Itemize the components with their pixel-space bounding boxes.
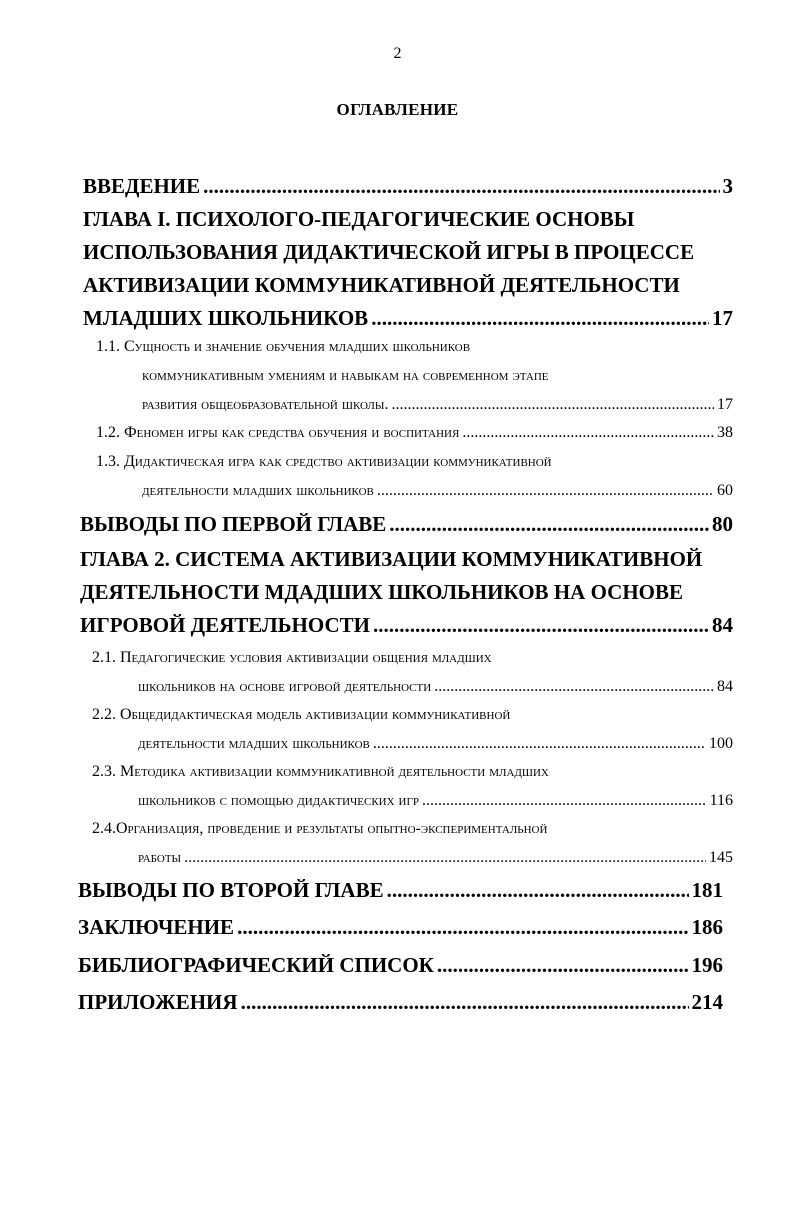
dot-leader: [422, 786, 707, 815]
toc-title: ОГЛАВЛЕНИЕ: [336, 100, 459, 119]
toc-entry-title: 2.2. Общедидактическая модель активизации коммуникативной: [92, 706, 511, 723]
toc-page-number: 116: [709, 792, 733, 809]
toc-page-number: 60: [717, 482, 733, 499]
dot-leader: [389, 508, 709, 541]
dot-leader: [371, 302, 709, 335]
toc-entry-section-2-2[interactable]: [92, 700, 733, 758]
toc-entry-chapter-2[interactable]: [80, 543, 733, 642]
toc-page-number: 84: [712, 613, 733, 637]
page-number: 2: [393, 45, 402, 62]
toc-entry-section-2-3[interactable]: [92, 757, 733, 815]
toc-entry-title: ДЕЯТЕЛЬНОСТИ МДАДШИХ ШКОЛЬНИКОВ НА ОСНОВЕ: [80, 580, 684, 604]
toc-page-number: 3: [722, 174, 733, 198]
dot-leader: [203, 170, 719, 203]
dot-leader: [462, 418, 714, 447]
toc-page-number: 214: [691, 990, 723, 1014]
toc-entry-title: деятельности младших школьников: [138, 735, 370, 752]
toc-entry-title: ЗАКЛЮЧЕНИЕ: [78, 915, 235, 939]
toc-entry-intro[interactable]: [83, 170, 733, 203]
dot-leader: [437, 949, 689, 982]
toc-entry-conclusions-2[interactable]: [78, 874, 723, 907]
toc-page-number: 196: [691, 953, 723, 977]
toc-entry-title: АКТИВИЗАЦИИ КОММУНИКАТИВНОЙ ДЕЯТЕЛЬНОСТИ: [83, 273, 680, 297]
toc-entry-title: развития общеобразовательной школы.: [142, 396, 389, 413]
toc-entry-title: работы: [138, 849, 182, 866]
dot-leader: [237, 911, 688, 944]
toc-page-number: 100: [709, 735, 733, 752]
toc-entry-title: 2.1. Педагогические условия активизации общения младших: [92, 649, 492, 666]
toc-entry-conclusion[interactable]: [78, 911, 723, 944]
toc-entry-title: 2.4.Организация, проведение и результаты опытно-экспериментальной: [92, 820, 548, 837]
toc-entry-title: 1.3. Дидактическая игра как средство активизации коммуникативной: [96, 453, 552, 470]
toc-page-number: 84: [717, 678, 733, 695]
toc-entry-section-2-4[interactable]: [92, 814, 733, 872]
dot-leader: [377, 476, 714, 505]
toc-entry-chapter-1[interactable]: [83, 203, 733, 335]
toc-entry-title: школьников на основе игровой деятельности: [138, 678, 432, 695]
toc-entry-title: 1.2. Феномен игры как средства обучения и воспитания: [96, 424, 460, 441]
dot-leader: [184, 843, 706, 872]
toc-entry-section-1-2[interactable]: [96, 418, 733, 447]
toc-entry-title: 2.3. Методика активизации коммуникативной деятельности младших: [92, 763, 549, 780]
toc-entry-title: ВВЕДЕНИЕ: [83, 174, 201, 198]
toc-entry-appendices[interactable]: [78, 986, 723, 1019]
toc-entry-title: деятельности младших школьников: [142, 482, 374, 499]
toc-entry-section-1-1[interactable]: [96, 332, 733, 419]
dot-leader: [241, 986, 689, 1019]
toc-entry-bibliography[interactable]: [78, 949, 723, 982]
dot-leader: [373, 609, 709, 642]
toc-page-number: 186: [691, 915, 723, 939]
toc-entry-title: ВЫВОДЫ ПО ПЕРВОЙ ГЛАВЕ: [80, 512, 387, 536]
toc-entry-title: БИБЛИОГРАФИЧЕСКИЙ СПИСОК: [78, 953, 434, 977]
toc-page-number: 145: [709, 849, 733, 866]
toc-entry-conclusions-1[interactable]: [80, 508, 733, 541]
toc-entry-title: школьников с помощью дидактических игр: [138, 792, 419, 809]
dot-leader: [434, 672, 714, 701]
dot-leader: [391, 390, 714, 419]
toc-entry-title: ВЫВОДЫ ПО ВТОРОЙ ГЛАВЕ: [78, 878, 384, 902]
toc-entry-title: ИГРОВОЙ ДЕЯТЕЛЬНОСТИ: [80, 613, 370, 637]
toc-entry-title: коммуникативным умениям и навыкам на современном этапе: [142, 367, 549, 384]
toc-page-number: 181: [691, 878, 723, 902]
dot-leader: [387, 874, 689, 907]
dot-leader: [373, 729, 706, 758]
toc-entry-title: ПРИЛОЖЕНИЯ: [78, 990, 238, 1014]
toc-entry-title: 1.1. Сущность и значение обучения младших школьников: [96, 338, 471, 355]
toc-entry-title: ГЛАВА 2. СИСТЕМА АКТИВИЗАЦИИ КОММУНИКАТИВНОЙ: [80, 547, 703, 571]
toc-page-number: 17: [712, 306, 733, 330]
toc-entry-title: МЛАДШИХ ШКОЛЬНИКОВ: [83, 306, 369, 330]
toc-entry-title: ИСПОЛЬЗОВАНИЯ ДИДАКТИЧЕСКОЙ ИГРЫ В ПРОЦЕССЕ: [83, 240, 695, 264]
toc-page-number: 80: [712, 512, 733, 536]
toc-page-number: 17: [717, 396, 733, 413]
toc-entry-section-2-1[interactable]: [92, 643, 733, 701]
toc-page-number: 38: [717, 424, 733, 441]
toc-entry-title: ГЛАВА I. ПСИХОЛОГО-ПЕДАГОГИЧЕСКИЕ ОСНОВЫ: [83, 207, 635, 231]
toc-entry-section-1-3[interactable]: [96, 447, 733, 505]
